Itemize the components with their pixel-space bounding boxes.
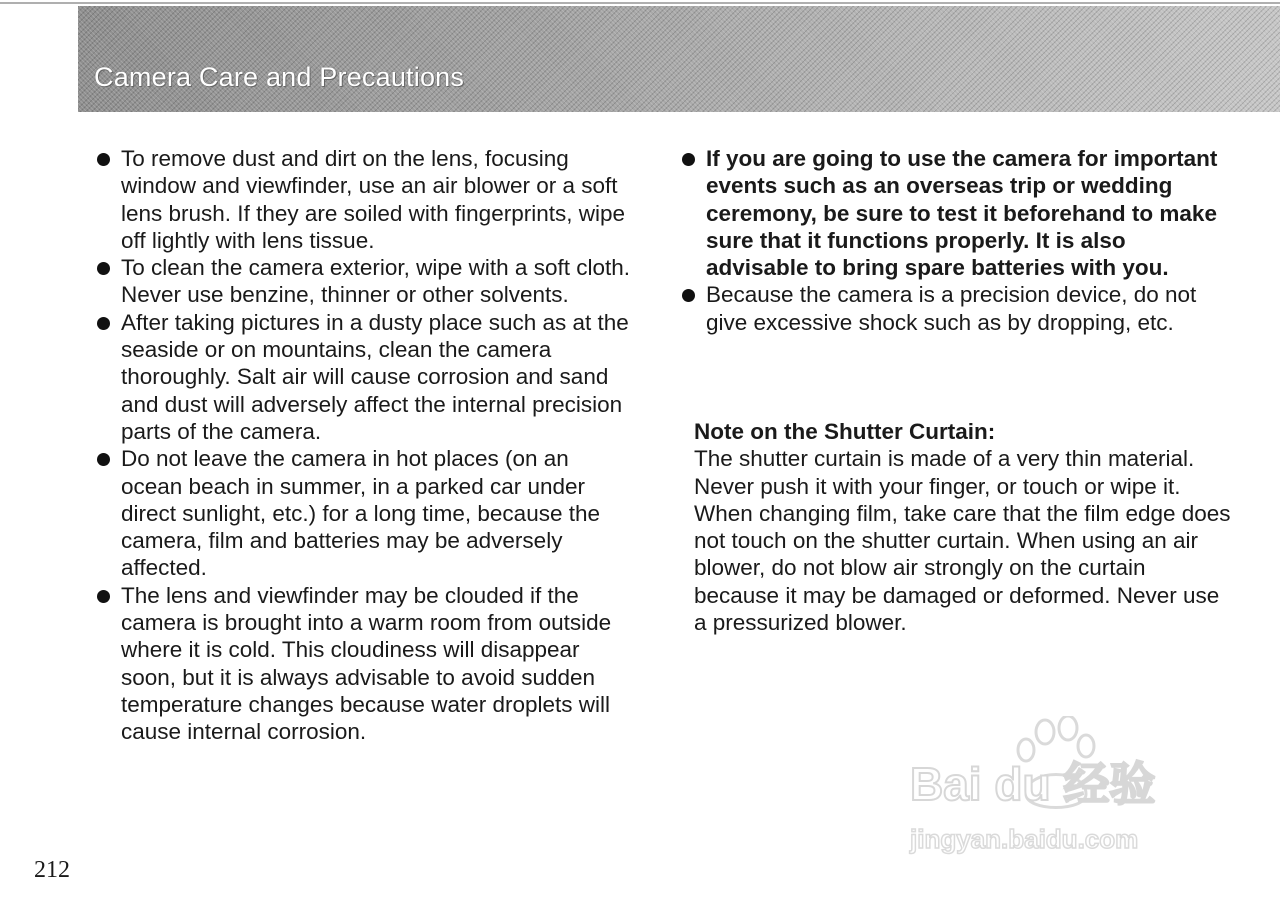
list-item [96, 309, 636, 445]
bullet-dot-icon [97, 262, 110, 275]
list-item [96, 582, 636, 746]
bullet-dot-icon [682, 289, 695, 302]
note-heading: Note on the Shutter Curtain: [694, 419, 996, 444]
right-bullet-list [681, 145, 1221, 336]
list-item-text: Because the camera is a precision device, do not give excessive shock such as by dropping, etc. [706, 282, 1197, 335]
list-item [96, 445, 636, 581]
list-item [681, 281, 1221, 336]
shutter-curtain-note [694, 418, 1234, 636]
list-item [96, 145, 636, 254]
list-item-text: To remove dust and dirt on the lens, focusing window and viewfinder, use an air blower or a soft lens brush. If they are soiled with fingerprints, wipe off lightly with lens tissue. [121, 146, 625, 253]
bullet-dot-icon [97, 453, 110, 466]
bullet-dot-icon [97, 317, 110, 330]
list-item-text: The lens and viewfinder may be clouded if the camera is brought into a warm room from outside where it is cold. This cloudiness will disappear soon, but it is always advisable to avoid sudden temperature changes because water droplets will cause internal corrosion. [121, 582, 612, 745]
watermark-brand: Bai du 经验 [910, 758, 1156, 810]
bullet-dot-icon [97, 153, 110, 166]
left-column [96, 145, 636, 746]
bullet-dot-icon [682, 153, 695, 166]
list-item [96, 254, 636, 309]
left-bullet-list [96, 145, 636, 746]
list-item-text: Do not leave the camera in hot places (on an ocean beach in summer, in a parked car under direct sunlight, etc.) for a long time, because the camera, film and batteries may be adversely affected. [121, 446, 601, 581]
watermark-url: jingyan.baidu.com [910, 824, 1139, 854]
page-title: Camera Care and Precautions [94, 62, 465, 92]
list-item-text: To clean the camera exterior, wipe with a soft cloth. Never use benzine, thinner or other solvents. [121, 255, 630, 308]
header-top-rule [0, 2, 1280, 4]
page-number: 212 [34, 857, 70, 883]
page-header-band [78, 6, 1280, 112]
list-item-text: After taking pictures in a dusty place such as at the seaside or on mountains, clean the camera thoroughly. Salt air will cause corrosion and sand and dust will adversely affect the internal precision parts of the camera. [121, 309, 629, 444]
list-item-text-bold: If you are going to use the camera for important events such as an overseas trip or wedding ceremony, be sure to test it beforehand to make sure that it functions properly. It is also advisable to bring spare batteries with you. [706, 146, 1218, 281]
note-body: The shutter curtain is made of a very thin material. Never push it with your finger, or touch or wipe it. When changing film, take care that the film edge does not touch on the shutter curtain. When using an air blower, do not blow air strongly on the curtain because it may be damaged or deformed. Never use a pressurized blower. [694, 446, 1231, 636]
right-column [681, 145, 1221, 336]
watermark-text [908, 716, 1208, 866]
baidu-jingyan-watermark [908, 716, 1208, 866]
bullet-dot-icon [97, 590, 110, 603]
list-item [681, 145, 1221, 281]
